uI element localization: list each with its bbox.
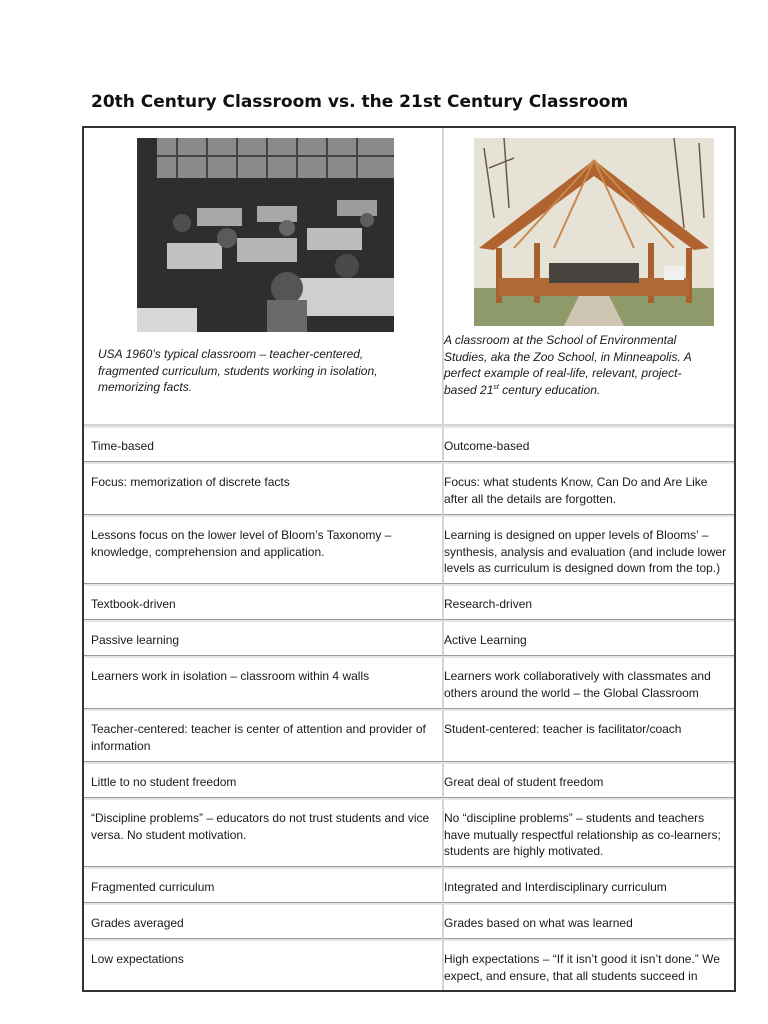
cell-21st-century: Outcome-based	[444, 426, 734, 462]
cell-20th-century: Passive learning	[84, 620, 444, 656]
comparison-table	[82, 126, 736, 992]
table-row	[84, 620, 734, 656]
cell-21st-century: Focus: what students Know, Can Do and Are Like after all the details are forgotten.	[444, 462, 734, 515]
cell-20th-century: Textbook-driven	[84, 584, 444, 620]
cell-21st-century: Student-centered: teacher is facilitator/coach	[444, 709, 734, 762]
cell-20th-century: Focus: memorization of discrete facts	[84, 462, 444, 515]
table-row	[84, 867, 734, 903]
cell-20th-century: Fragmented curriculum	[84, 867, 444, 903]
cell-20th-century: Low expectations	[84, 939, 444, 990]
cell-20th-century: “Discipline problems” – educators do not trust students and vice versa. No student motivation.	[84, 798, 444, 867]
cell-21st-century: Active Learning	[444, 620, 734, 656]
cell-21st-century: No “discipline problems” – students and teachers have mutually respectful relationship as co-learners; students are highly motivated.	[444, 798, 734, 867]
table-row	[84, 939, 734, 990]
cell-20th-century-image	[84, 128, 444, 426]
left-image-caption: USA 1960’s typical classroom – teacher-centered, fragmented curriculum, students working in isolation, memorizing facts.	[98, 347, 378, 394]
table-row	[84, 798, 734, 867]
table-row	[84, 426, 734, 462]
right-caption-text: A classroom at the School of Environmental Studies, aka the Zoo School, in Minneapolis. A perfect example of real-life, relevant, project-based 21	[444, 333, 692, 397]
cell-20th-century: Time-based	[84, 426, 444, 462]
table-row	[84, 903, 734, 939]
cell-20th-century: Grades averaged	[84, 903, 444, 939]
cell-21st-century: Research-driven	[444, 584, 734, 620]
cell-21st-century-image	[444, 128, 734, 426]
image-row	[84, 128, 734, 426]
cell-21st-century: Integrated and Interdisciplinary curriculum	[444, 867, 734, 903]
cell-20th-century: Little to no student freedom	[84, 762, 444, 798]
cell-21st-century: Great deal of student freedom	[444, 762, 734, 798]
table-row	[84, 709, 734, 762]
page-title: 20th Century Classroom vs. the 21st Century Classroom	[91, 92, 629, 112]
cell-20th-century: Teacher-centered: teacher is center of attention and provider of information	[84, 709, 444, 762]
table-row	[84, 762, 734, 798]
cell-21st-century: High expectations – “If it isn’t good it isn’t done.” We expect, and ensure, that all students succeed in	[444, 939, 734, 990]
cell-21st-century: Grades based on what was learned	[444, 903, 734, 939]
outdoor-pavilion-photo-icon	[474, 138, 714, 326]
table-row	[84, 462, 734, 515]
classroom-photo-icon	[137, 138, 394, 332]
table-row	[84, 656, 734, 709]
cell-20th-century: Learners work in isolation – classroom within 4 walls	[84, 656, 444, 709]
cell-21st-century: Learners work collaboratively with classmates and others around the world – the Global Classroom	[444, 656, 734, 709]
cell-20th-century: Lessons focus on the lower level of Bloom’s Taxonomy – knowledge, comprehension and application.	[84, 515, 444, 584]
cell-21st-century: Learning is designed on upper levels of Blooms’ – synthesis, analysis and evaluation (and include lower levels as curriculum is designed down from the top.)	[444, 515, 734, 584]
right-caption-text-end: century education.	[498, 382, 601, 397]
table-row	[84, 515, 734, 584]
table-row	[84, 584, 734, 620]
right-caption-superscript: st	[493, 383, 499, 391]
right-image-caption	[444, 326, 728, 398]
